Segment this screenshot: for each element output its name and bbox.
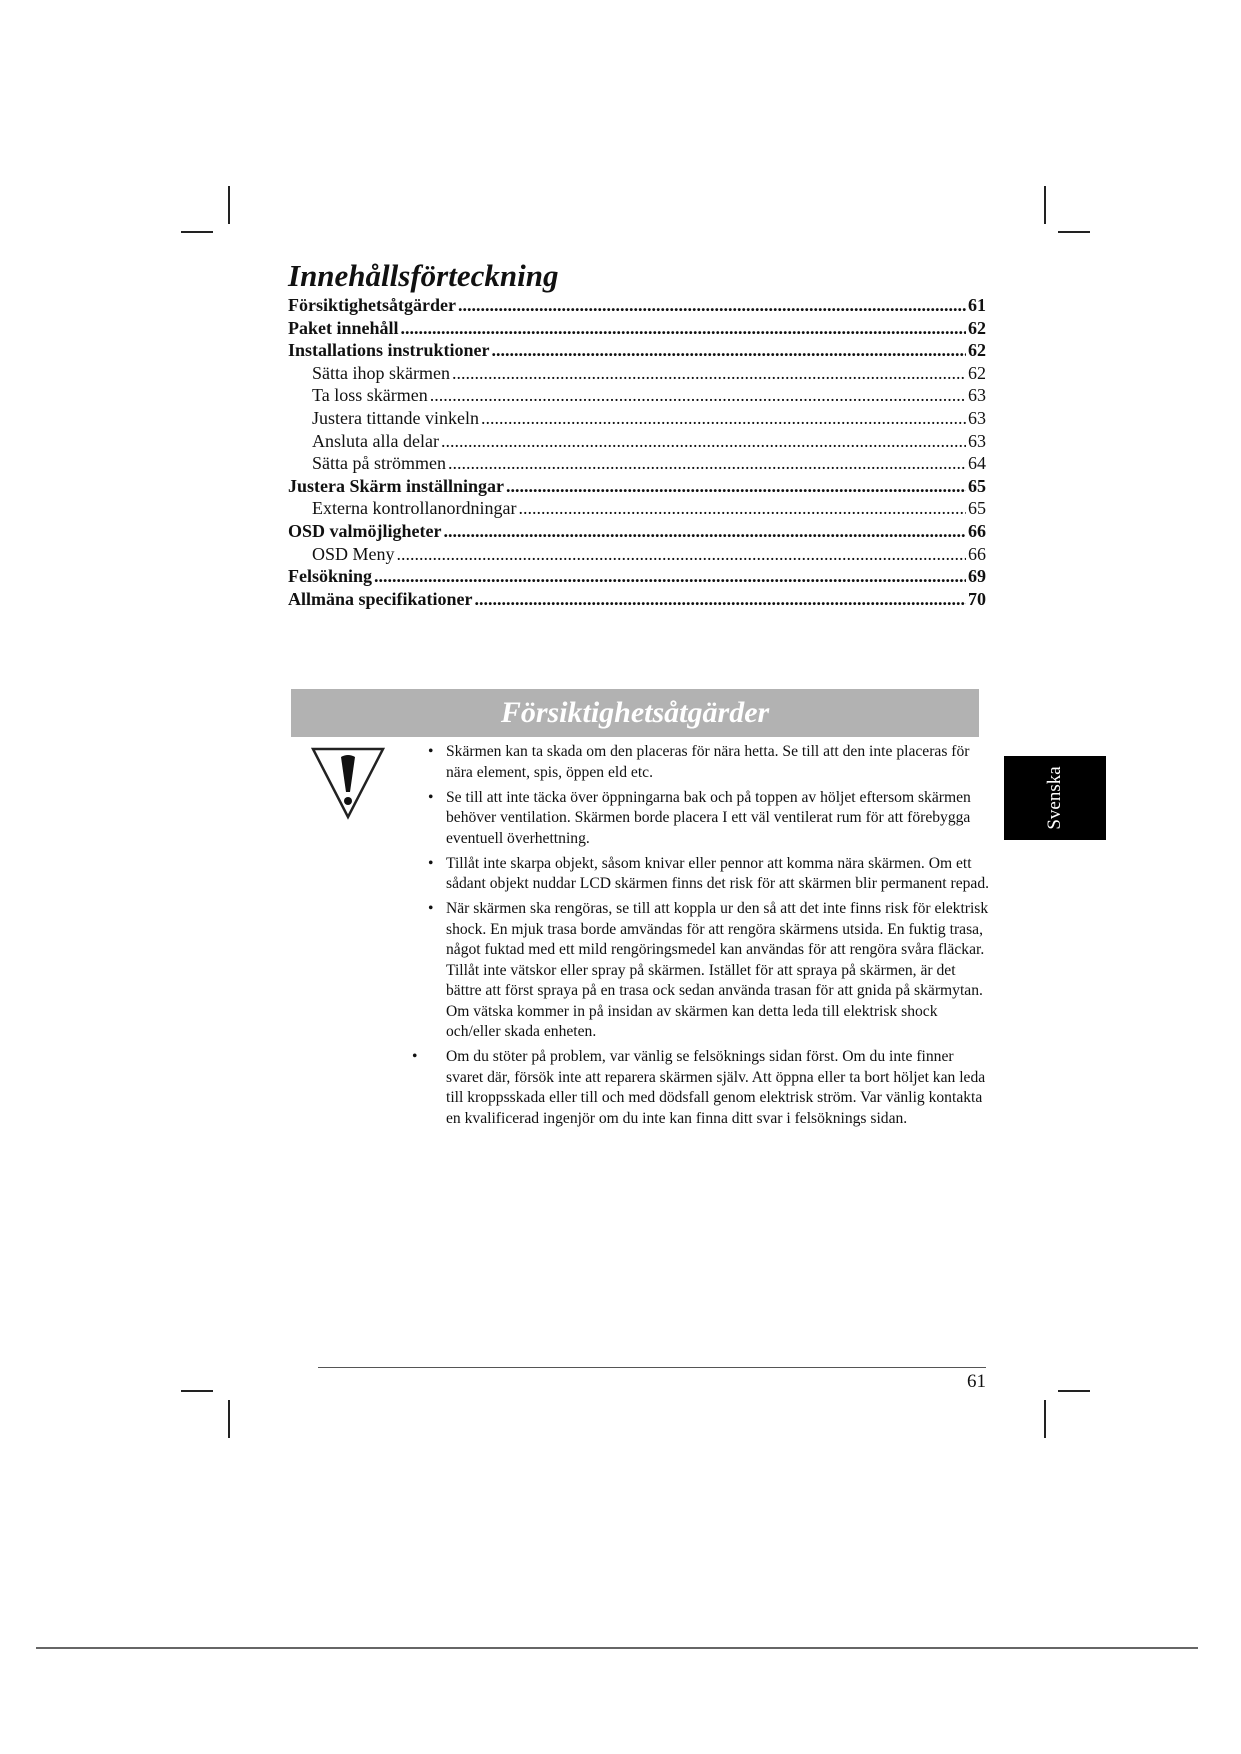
- toc-entry: [288, 497, 986, 520]
- table-of-contents: [288, 294, 986, 610]
- precaution-item: [412, 854, 990, 895]
- toc-entry-label: Paket innehåll: [288, 317, 399, 338]
- crop-mark: [228, 186, 230, 224]
- precaution-item: [412, 788, 990, 850]
- toc-entry: [288, 475, 986, 498]
- toc-entry-label: Allmäna specifikationer: [288, 588, 473, 609]
- precaution-text: När skärmen ska rengöras, se till att koppla ur den så att det inte finns risk för elektrisk shock. En mjuk trasa borde amvändas för att rengöra skärmens utsida. En fuktig trasa, något fuktad med ett mild rengöringsmedel kan användas för att rengöra svåra fläckar. Tillåt inte vätskor eller spray på skärmen. Istället för att spraya på skärmen, är det bättre att först spraya på en trasa ock sedan använda trasan för att gnida på skärmytan. Om vätska kommer in på insidan av skärmen kan detta leda till elektrisk shock och/eller skada enheten.: [446, 900, 989, 1041]
- toc-entry: [288, 588, 986, 611]
- toc-leader-dots: [475, 588, 967, 611]
- toc-leader-dots: [506, 475, 966, 498]
- toc-entry-label: Försiktighetsåtgärder: [288, 295, 456, 315]
- toc-leader-dots: [458, 294, 966, 317]
- bullet-icon: •: [428, 900, 434, 918]
- toc-entry-label: Ta loss skärmen: [312, 385, 428, 406]
- warning-triangle-icon: [310, 746, 386, 820]
- language-tab: [1004, 756, 1106, 840]
- toc-entry: [288, 294, 986, 317]
- toc-leader-dots: [430, 384, 966, 407]
- toc-entry-label: Sätta ihop skärmen: [312, 362, 450, 383]
- toc-entry-page: 69: [968, 566, 986, 587]
- toc-entry: [288, 339, 986, 362]
- toc-entry-page: 63: [968, 385, 986, 406]
- language-tab-label: Svenska: [1044, 766, 1065, 830]
- crop-mark: [181, 1390, 213, 1392]
- bullet-icon: •: [428, 788, 434, 806]
- toc-leader-dots: [397, 543, 966, 566]
- toc-leader-dots: [441, 430, 966, 453]
- footer-rule: [318, 1367, 986, 1368]
- precaution-item: [412, 899, 990, 1043]
- toc-entry-page: 66: [968, 520, 986, 541]
- precaution-item: [412, 1047, 990, 1129]
- crop-mark: [1044, 1400, 1046, 1438]
- toc-entry-page: 62: [968, 362, 986, 383]
- toc-entry-page: 62: [968, 317, 986, 338]
- section-header: Försiktighetsåtgärder: [291, 689, 979, 737]
- precaution-text: Tillåt inte skarpa objekt, såsom knivar eller pennor att komma nära skärmen. Om ett sådant objekt nuddar LCD skärmen finns det risk för att skärmen blir permanent repad.: [446, 854, 990, 893]
- toc-entry-label: OSD Meny: [312, 543, 395, 564]
- toc-entry-label: Justera tittande vinkeln: [312, 407, 479, 428]
- precaution-item: [412, 742, 990, 783]
- toc-entry: [288, 543, 986, 566]
- toc-entry-page: 65: [968, 498, 986, 519]
- bullet-icon: •: [428, 743, 434, 760]
- toc-entry: [288, 452, 986, 475]
- precaution-text: Om du stöter på problem, var vänlig se felsöknings sidan först. Om du inte finner svaret där, försök inte att reparera skärmen själv. Att öppna eller ta bort höljet kan leda till kroppsskada eller till och med dödsfall genom elektrisk ström. Var vänlig kontakta en kvalificerad ingenjör om du inte kan finna ditt svar i felsöknings sidan.: [446, 1048, 986, 1127]
- precaution-list: [412, 742, 990, 1134]
- toc-entry-page: 66: [968, 543, 986, 564]
- toc-entry: [288, 362, 986, 385]
- precaution-text: Skärmen kan ta skada om den placeras för nära hetta. Se till att den inte placeras för nära element, spis, öppen eld etc.: [446, 743, 970, 781]
- crop-mark: [1058, 231, 1090, 233]
- toc-leader-dots: [518, 497, 966, 520]
- toc-leader-dots: [452, 362, 966, 385]
- toc-entry-page: 62: [968, 340, 986, 361]
- toc-entry-label: Ansluta alla delar: [312, 430, 439, 451]
- toc-entry: [288, 384, 986, 407]
- toc-entry-page: 63: [968, 407, 986, 428]
- toc-entry-label: Installations instruktioner: [288, 340, 490, 361]
- toc-entry-label: OSD valmöjligheter: [288, 520, 442, 541]
- crop-mark: [1058, 1390, 1090, 1392]
- toc-entry: [288, 430, 986, 453]
- toc-entry: [288, 407, 986, 430]
- toc-leader-dots: [448, 452, 966, 475]
- precaution-text: Se till att inte täcka över öppningarna bak och på toppen av höljet eftersom skärmen behöver ventilation. Skärmen borde placera I ett väl ventilerat rum för att förebygga eventuell överhettning.: [446, 788, 971, 847]
- toc-leader-dots: [443, 520, 966, 543]
- toc-entry-page: 65: [968, 475, 986, 496]
- crop-mark: [1044, 186, 1046, 224]
- toc-entry-page: 63: [968, 430, 986, 451]
- toc-entry-page: 70: [968, 588, 986, 609]
- toc-entry-label: Felsökning: [288, 566, 373, 587]
- toc-leader-dots: [401, 317, 966, 340]
- toc-entry-page: 64: [968, 453, 986, 474]
- toc-entry-label: Justera Skärm inställningar: [288, 475, 505, 496]
- toc-entry: [288, 317, 986, 340]
- toc-leader-dots: [492, 339, 966, 362]
- toc-title: Innehållsförteckning: [288, 258, 559, 293]
- bullet-icon: •: [412, 1048, 418, 1066]
- toc-leader-dots: [374, 565, 966, 588]
- bullet-icon: •: [428, 854, 434, 872]
- crop-mark: [228, 1400, 230, 1438]
- toc-leader-dots: [481, 407, 966, 430]
- toc-entry-label: Externa kontrollanordningar: [312, 498, 517, 519]
- toc-entry-page: 61: [968, 295, 986, 315]
- toc-entry: [288, 565, 986, 588]
- toc-entry: [288, 520, 986, 543]
- toc-entry-label: Sätta på strömmen: [312, 453, 446, 474]
- page-number: 61: [967, 1371, 986, 1392]
- crop-mark: [181, 231, 213, 233]
- scan-edge-rule: [36, 1647, 1198, 1649]
